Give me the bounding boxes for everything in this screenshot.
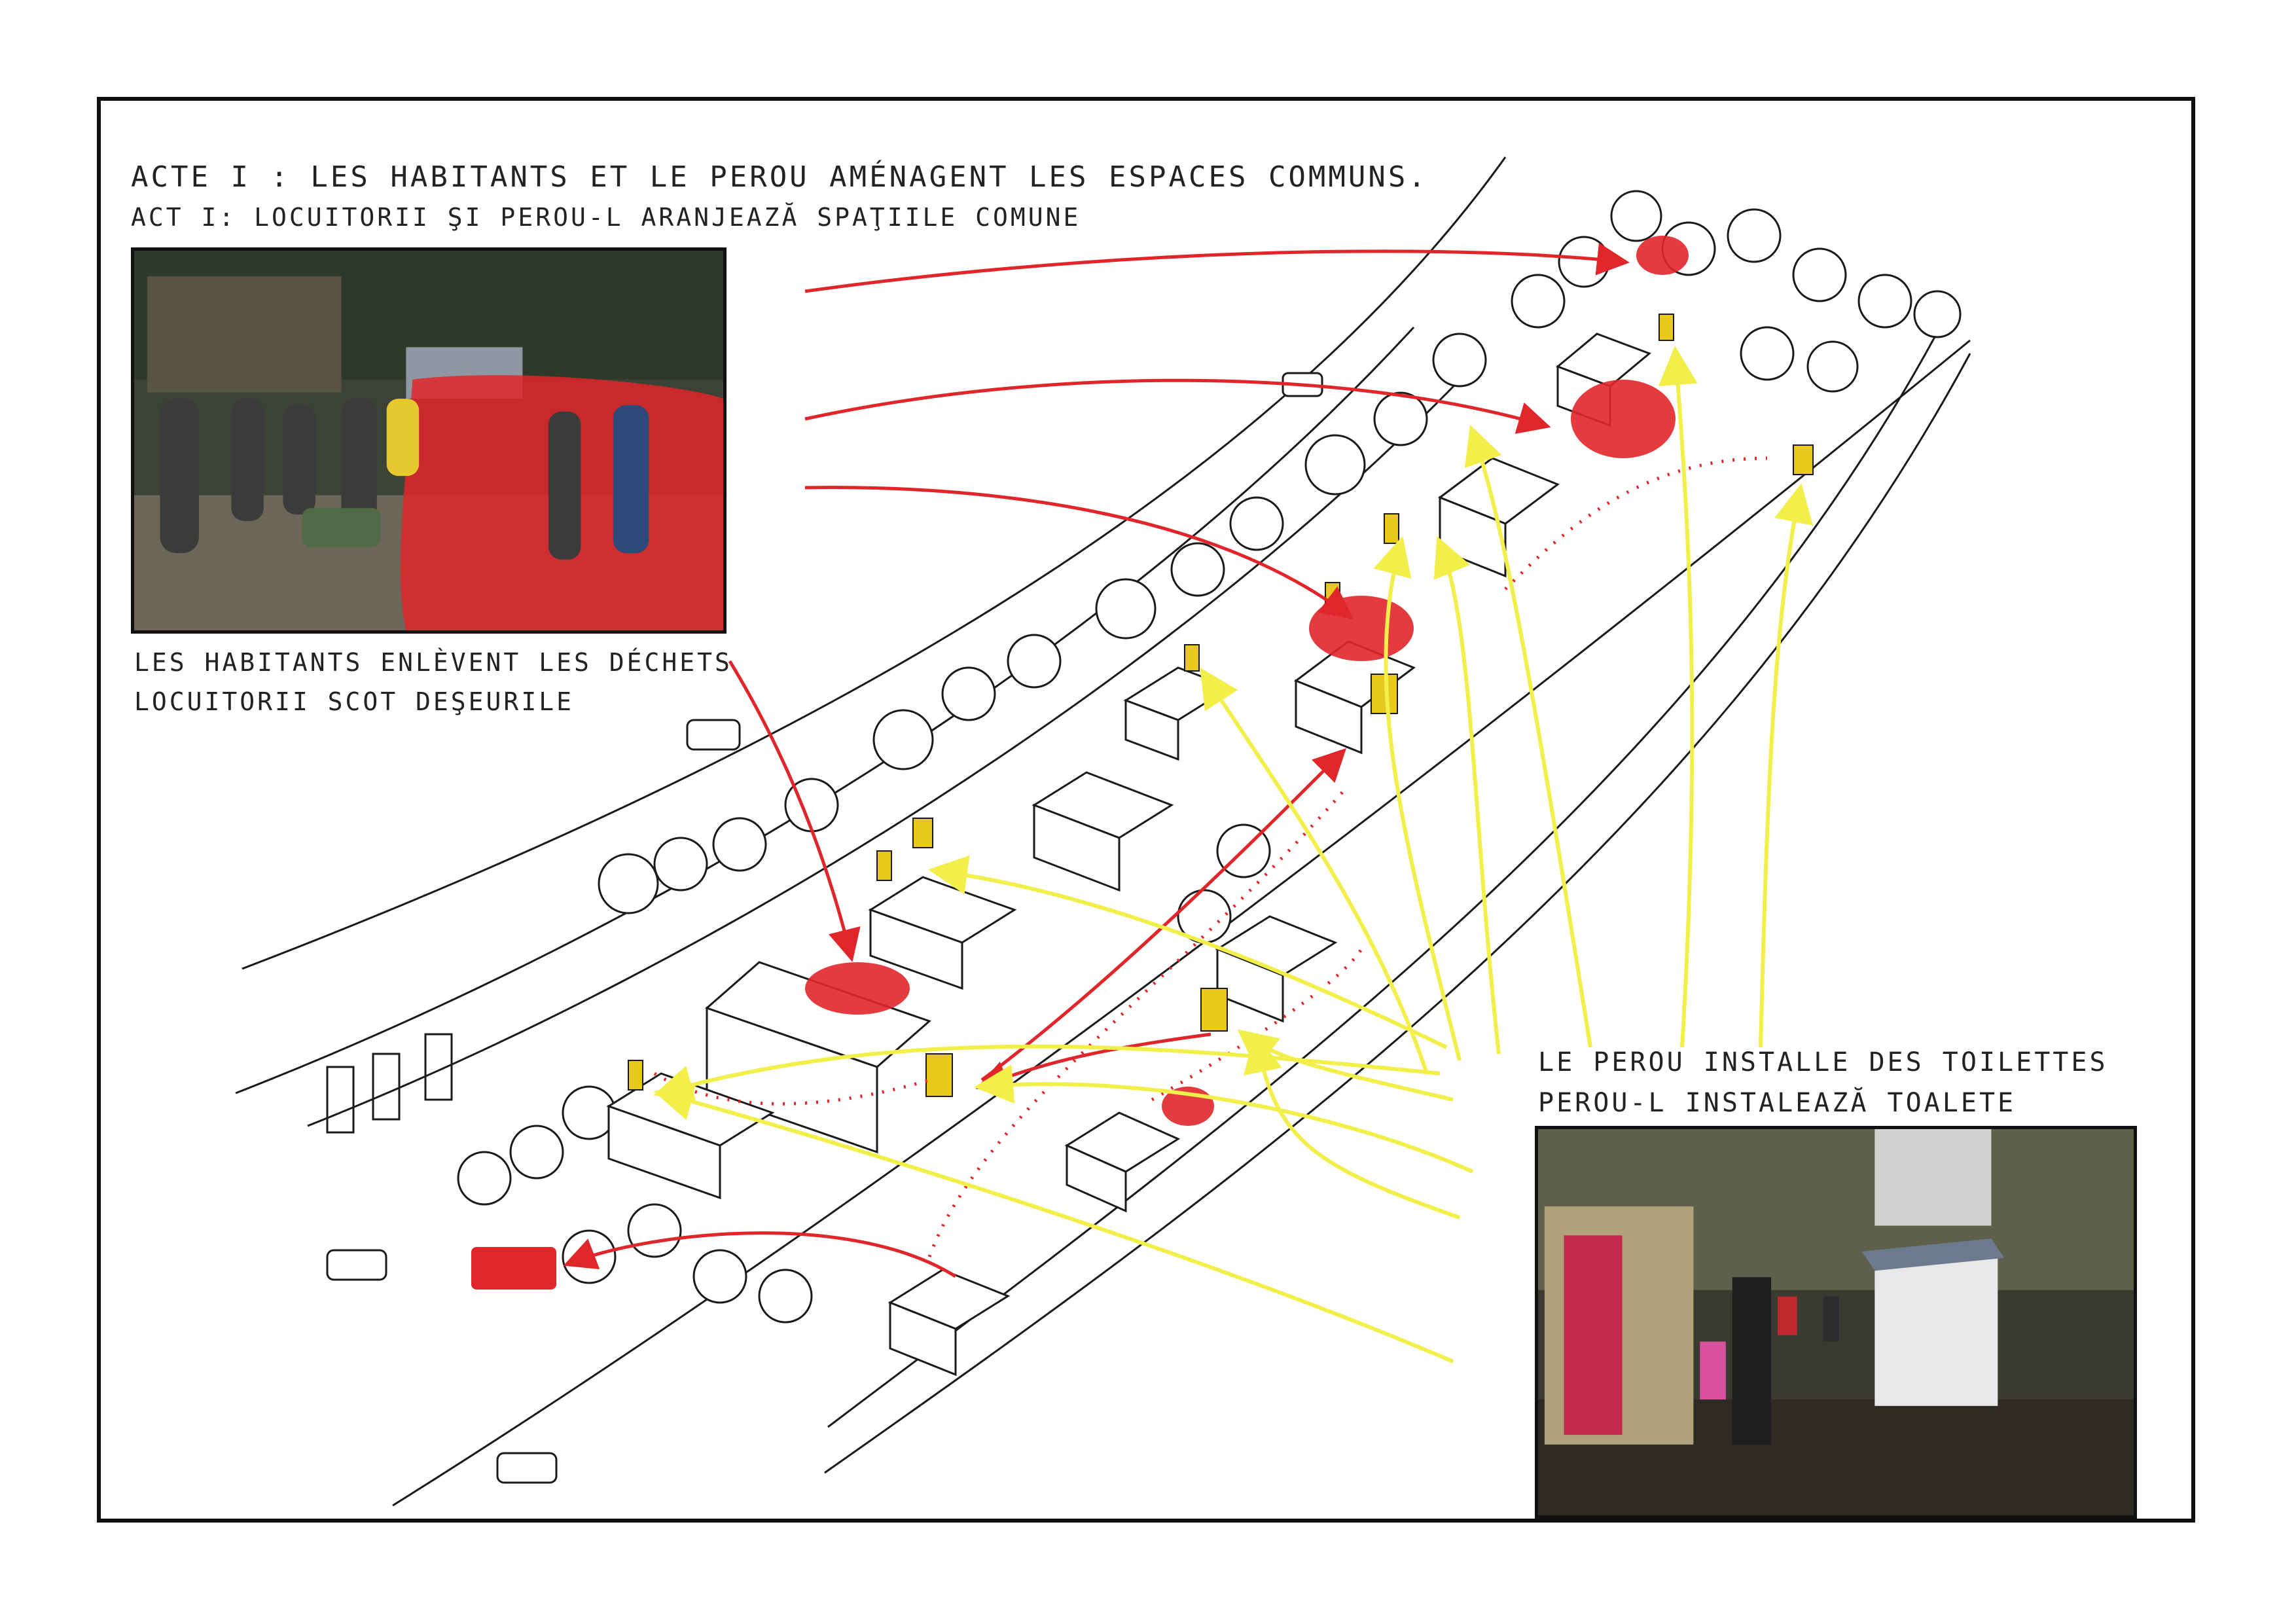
photo-toilet-installation (1535, 1126, 2137, 1519)
caption-cleanup-romanian: LOCUITORII SCOT DEŞEURILE (134, 687, 574, 716)
title-romanian: ACT I: LOCUITORII ŞI PEROU-L ARANJEAZĂ SPAŢIILE COMUNE (131, 203, 1081, 232)
bridge-pillars (327, 1034, 452, 1132)
title-french: ACTE I : LES HABITANTS ET LE PEROU AMÉNAGENT LES ESPACES COMMUNS. (131, 160, 1428, 194)
photo-residents-cleanup (131, 247, 726, 634)
red-van (471, 1247, 556, 1290)
caption-toilets-romanian: PEROU-L INSTALEAZĂ TOALETE (1538, 1088, 2017, 1118)
caption-toilets-french: LE PEROU INSTALLE DES TOILETTES (1538, 1047, 2108, 1077)
caption-cleanup-french: LES HABITANTS ENLÈVENT LES DÉCHETS (134, 648, 732, 677)
